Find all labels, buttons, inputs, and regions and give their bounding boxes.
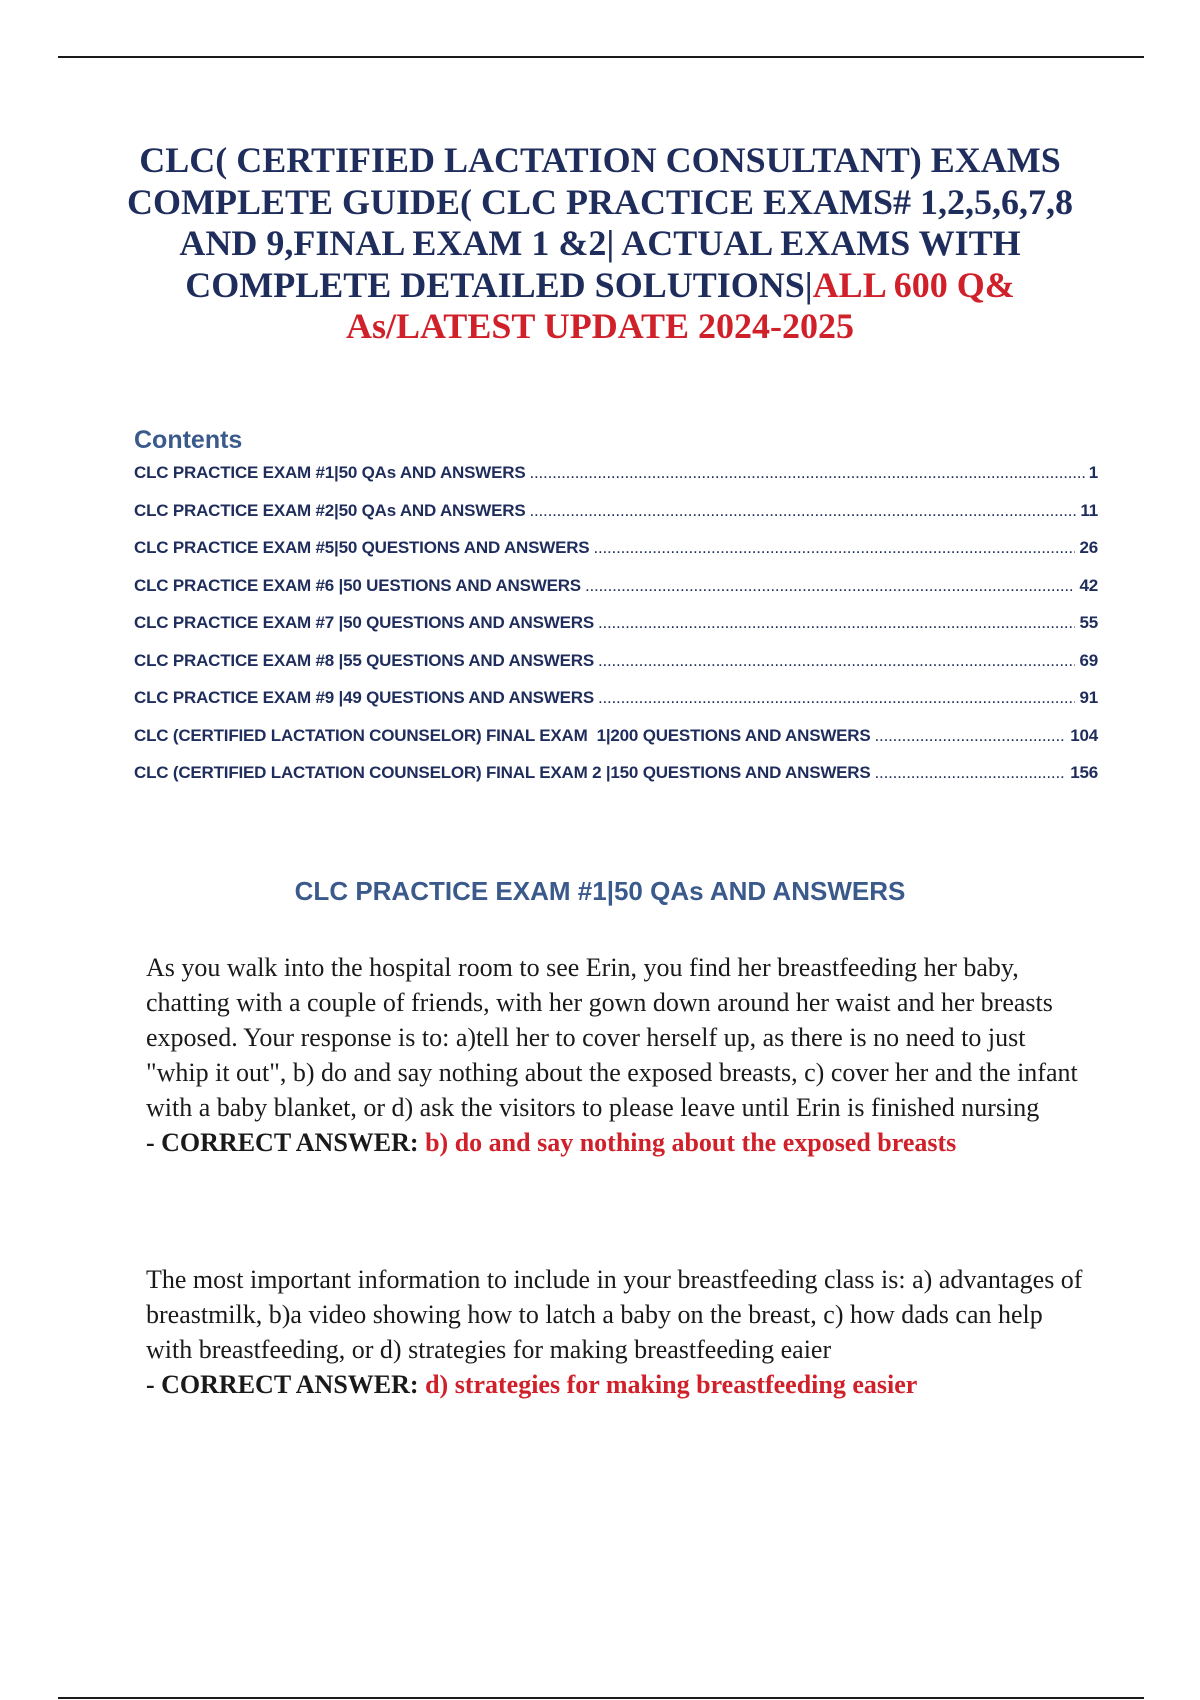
- toc-entry-page: 1: [1088, 463, 1098, 482]
- toc-leader: [585, 576, 1076, 596]
- toc-entry-page: 55: [1079, 613, 1098, 632]
- toc-leader: [875, 726, 1067, 746]
- toc-entry[interactable]: [134, 538, 1098, 576]
- toc-entry-label: CLC PRACTICE EXAM #2|50 QAs AND ANSWERS: [134, 500, 526, 520]
- toc-entry[interactable]: [134, 688, 1098, 726]
- toc-entry-page: 26: [1079, 538, 1098, 557]
- toc-entry-label: CLC PRACTICE EXAM #8 |55 QUESTIONS AND ANSWERS: [134, 650, 594, 670]
- toc-entry-label: CLC (CERTIFIED LACTATION COUNSELOR) FINAL EXAM 2 |150 QUESTIONS AND ANSWERS: [134, 763, 871, 782]
- toc-entry-label: CLC PRACTICE EXAM #9 |49 QUESTIONS AND ANSWERS: [134, 688, 594, 707]
- toc-entry-label: CLC PRACTICE EXAM #1|50 QAs AND ANSWERS: [134, 463, 526, 482]
- question-block: [146, 950, 1086, 1160]
- toc-leader: [598, 688, 1076, 708]
- toc-entry-label: CLC PRACTICE EXAM #6 |50 UESTIONS AND ANSWERS: [134, 575, 581, 595]
- title-main: CLC( CERTIFIED LACTATION CONSULTANT) EXAMS COMPLETE GUIDE( CLC PRACTICE EXAMS# 1,2,5,6,7,8 AND 9,FINAL EXAM 1 &2| ACTUAL EXAMS WITH COMPLETE DETAILED SOLUTIONS|: [126, 140, 1074, 305]
- toc-entry[interactable]: [134, 463, 1098, 501]
- toc-entry-label: CLC PRACTICE EXAM #5|50 QUESTIONS AND ANSWERS: [134, 538, 590, 557]
- toc-entry-page: 11: [1080, 500, 1098, 520]
- toc-leader: [529, 463, 1084, 483]
- toc-entry[interactable]: [134, 576, 1098, 614]
- contents-heading: Contents: [134, 426, 243, 454]
- toc-leader: [598, 613, 1076, 633]
- bottom-rule: [58, 1697, 1144, 1699]
- toc-entry-label: CLC (CERTIFIED LACTATION COUNSELOR) FINAL EXAM 1|200 QUESTIONS AND ANSWERS: [134, 725, 871, 745]
- answer-line: - CORRECT ANSWER: b) do and say nothing about the exposed breasts: [146, 1128, 957, 1157]
- section-heading: CLC PRACTICE EXAM #1|50 QAs AND ANSWERS: [294, 876, 906, 906]
- question-text: The most important information to include in your breastfeeding class is: a) advantages of breastmilk, b)a video showing how to latch a baby on the breast, c) how dads can help with breastfeeding, or d) strategies for making breastfeeding eaier: [146, 1265, 1083, 1364]
- table-of-contents: [134, 426, 1098, 801]
- toc-entry[interactable]: [134, 613, 1098, 651]
- toc-entry-page: 156: [1070, 763, 1098, 782]
- toc-entry[interactable]: [134, 651, 1098, 689]
- title-accent: ALL 600 Q& As/LATEST UPDATE 2024-2025: [345, 264, 1015, 346]
- toc-entry[interactable]: [134, 726, 1098, 764]
- toc-leader: [875, 763, 1067, 783]
- answer-prefix: - CORRECT ANSWER: [146, 1128, 410, 1157]
- toc-entry-page: 104: [1070, 725, 1098, 745]
- toc-entry[interactable]: [134, 501, 1098, 539]
- toc-entry-page: 42: [1079, 575, 1098, 595]
- toc-leader: [529, 501, 1076, 521]
- toc-entry[interactable]: [134, 763, 1098, 801]
- top-rule: [58, 56, 1144, 58]
- document-title: [120, 140, 1080, 348]
- answer-prefix: - CORRECT ANSWER: [146, 1370, 410, 1399]
- toc-entry-page: 69: [1079, 650, 1098, 670]
- question-block: [146, 1262, 1086, 1402]
- answer-value: d) strategies for making breastfeeding easier: [425, 1370, 918, 1399]
- toc-leader: [598, 651, 1076, 671]
- question-text: As you walk into the hospital room to see Erin, you find her breastfeeding her baby, chatting with a couple of friends, with her gown down around her waist and her breasts exposed. Your response is to: a)tell her to cover herself up, as there is no need to just "whip it out", b) do and say nothing about the exposed breasts, c) cover her and the infant with a baby blanket, or d) ask the visitors to please leave until Erin is finished nursing: [146, 953, 1078, 1122]
- toc-entry-label: CLC PRACTICE EXAM #7 |50 QUESTIONS AND ANSWERS: [134, 613, 594, 632]
- answer-value: b) do and say nothing about the exposed breasts: [425, 1128, 957, 1157]
- toc-leader: [593, 538, 1075, 558]
- answer-line: - CORRECT ANSWER: d) strategies for making breastfeeding easier: [146, 1370, 918, 1399]
- toc-entry-page: 91: [1079, 688, 1098, 707]
